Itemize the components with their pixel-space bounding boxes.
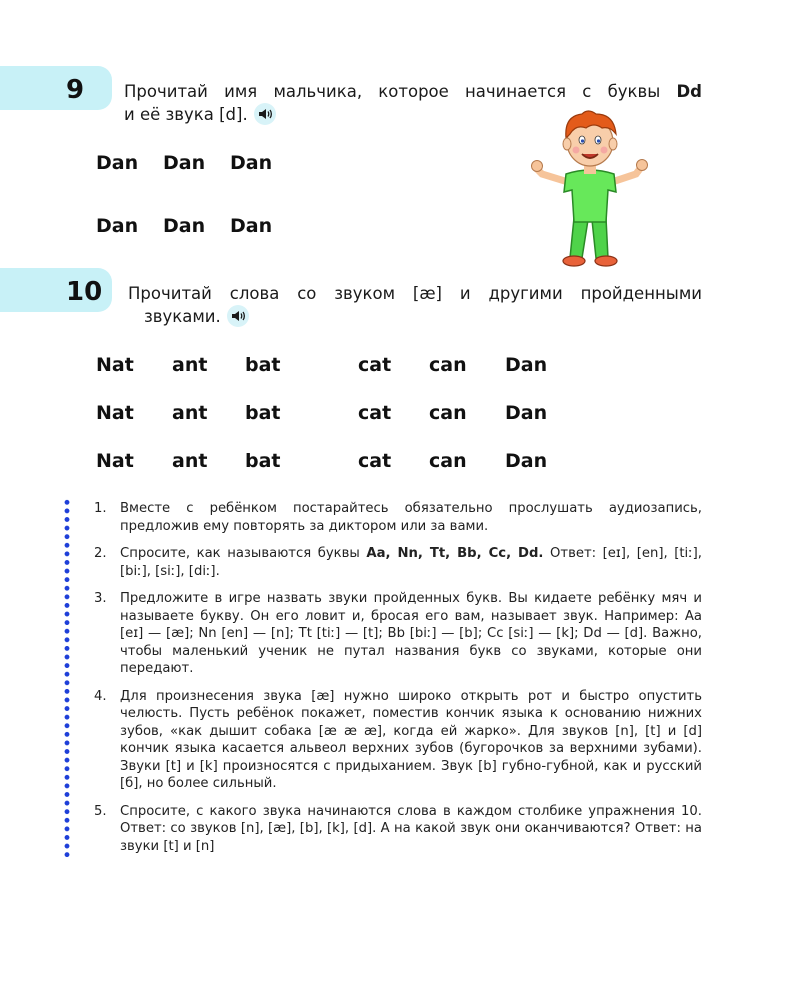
task-10-word: ant xyxy=(172,354,208,376)
task-10-number: 10 xyxy=(66,277,103,307)
task-10-word: cat xyxy=(358,450,392,472)
task-9-word: Dan xyxy=(96,152,139,174)
task-10-word: can xyxy=(429,450,467,472)
task-10-word: Nat xyxy=(96,402,134,424)
note-text: Вместе с ребёнком постарайтесь обязательно прослушать аудиозапись, предложив ему повторять за диктором или за вами. xyxy=(120,501,702,534)
audio-speaker-icon[interactable] xyxy=(254,103,276,125)
task-9-text-line1: Прочитай имя мальчика, которое начинается с буквы xyxy=(124,82,661,101)
note-number: 5. xyxy=(94,803,107,819)
boy-illustration xyxy=(530,108,650,270)
task-10-text-line2: звуками. xyxy=(144,307,221,326)
task-10-word: ant xyxy=(172,450,208,472)
note-text: Предложите в игре назвать звуки пройденных букв. Вы кидаете ребёнку мяч и называете букву. Он его ловит и, бросая его вам, называет звук. Например: Aa [eɪ] — [æ]; Nn [en] — [n]; Tt [tiː] — [t]; Bb [biː] — [b]; Cc [siː] — [k]; Dd — [d]. Важно, чтобы маленький ученик не путал названия букв со звуками, которые они передают. xyxy=(120,591,702,676)
task-10-word: bat xyxy=(245,402,281,424)
audio-speaker-icon[interactable] xyxy=(227,305,249,327)
note-item xyxy=(94,545,702,580)
task-10-text-line1: Прочитай слова со звуком [æ] и другими пройденными xyxy=(128,284,702,303)
task-10-word: cat xyxy=(358,354,392,376)
task-10-word: cat xyxy=(358,402,392,424)
note-letters: Aa, Nn, Tt, Bb, Cc, Dd. xyxy=(366,546,544,561)
note-number: 4. xyxy=(94,688,107,704)
note-item xyxy=(94,500,702,535)
task-9-word: Dan xyxy=(230,152,273,174)
task-10-word: Dan xyxy=(505,450,548,472)
note-number: 1. xyxy=(94,501,107,516)
note-item xyxy=(94,688,702,793)
task-9-letter: Dd xyxy=(676,82,702,101)
task-9-number: 9 xyxy=(66,75,85,105)
note-text: Спросите, с какого звука начинаются слова в каждом столбике упражнения 10. Ответ: со звуков [n], [æ], [b], [k], [d]. А на какой звук они оканчиваются? Ответ: на звуки [t] и [n] xyxy=(120,803,702,854)
dotted-margin-line xyxy=(64,498,70,858)
task-9-word: Dan xyxy=(96,215,139,237)
task-10-word: Dan xyxy=(505,354,548,376)
note-text-post: Ответ: [eɪ], [en], [tiː], [biː], [siː], [diː]. xyxy=(120,546,702,579)
task-10-word: bat xyxy=(245,450,281,472)
note-text xyxy=(120,545,702,580)
note-item xyxy=(94,803,702,856)
task-10-word: Nat xyxy=(96,354,134,376)
note-text: Для произнесения звука [æ] нужно широко открыть рот и быстро опустить челюсть. Пусть ребёнок покажет, поместив кончик языка к основанию нижних зубов, «как дышит собака [æ æ æ], когда ей жарко». Для звуков [n], [t] и [d] кончик языка касается альвеол верхних зубов (бугорочков за верхними зубами). Звуки [t] и [k] произносятся с придыханием. Звук [b] губно-губной, как и русский [б], но более сильный. xyxy=(120,688,702,791)
task-10-word: Nat xyxy=(96,450,134,472)
task-10-word: bat xyxy=(245,354,281,376)
task-10-word: can xyxy=(429,402,467,424)
task-10-word: can xyxy=(429,354,467,376)
note-number: 2. xyxy=(94,546,107,561)
parent-notes xyxy=(94,500,702,865)
task-9-word: Dan xyxy=(163,152,206,174)
note-text-pre: Спросите, как называются буквы xyxy=(120,546,360,561)
task-9-word: Dan xyxy=(230,215,273,237)
task-10-word: ant xyxy=(172,402,208,424)
task-10-instruction xyxy=(128,282,702,329)
task-9-word: Dan xyxy=(163,215,206,237)
task-10-word: Dan xyxy=(505,402,548,424)
task-9-text-line2: и её звука [d]. xyxy=(124,105,248,124)
note-number: 3. xyxy=(94,591,107,606)
note-item xyxy=(94,590,702,678)
task-9-tab xyxy=(0,66,112,110)
